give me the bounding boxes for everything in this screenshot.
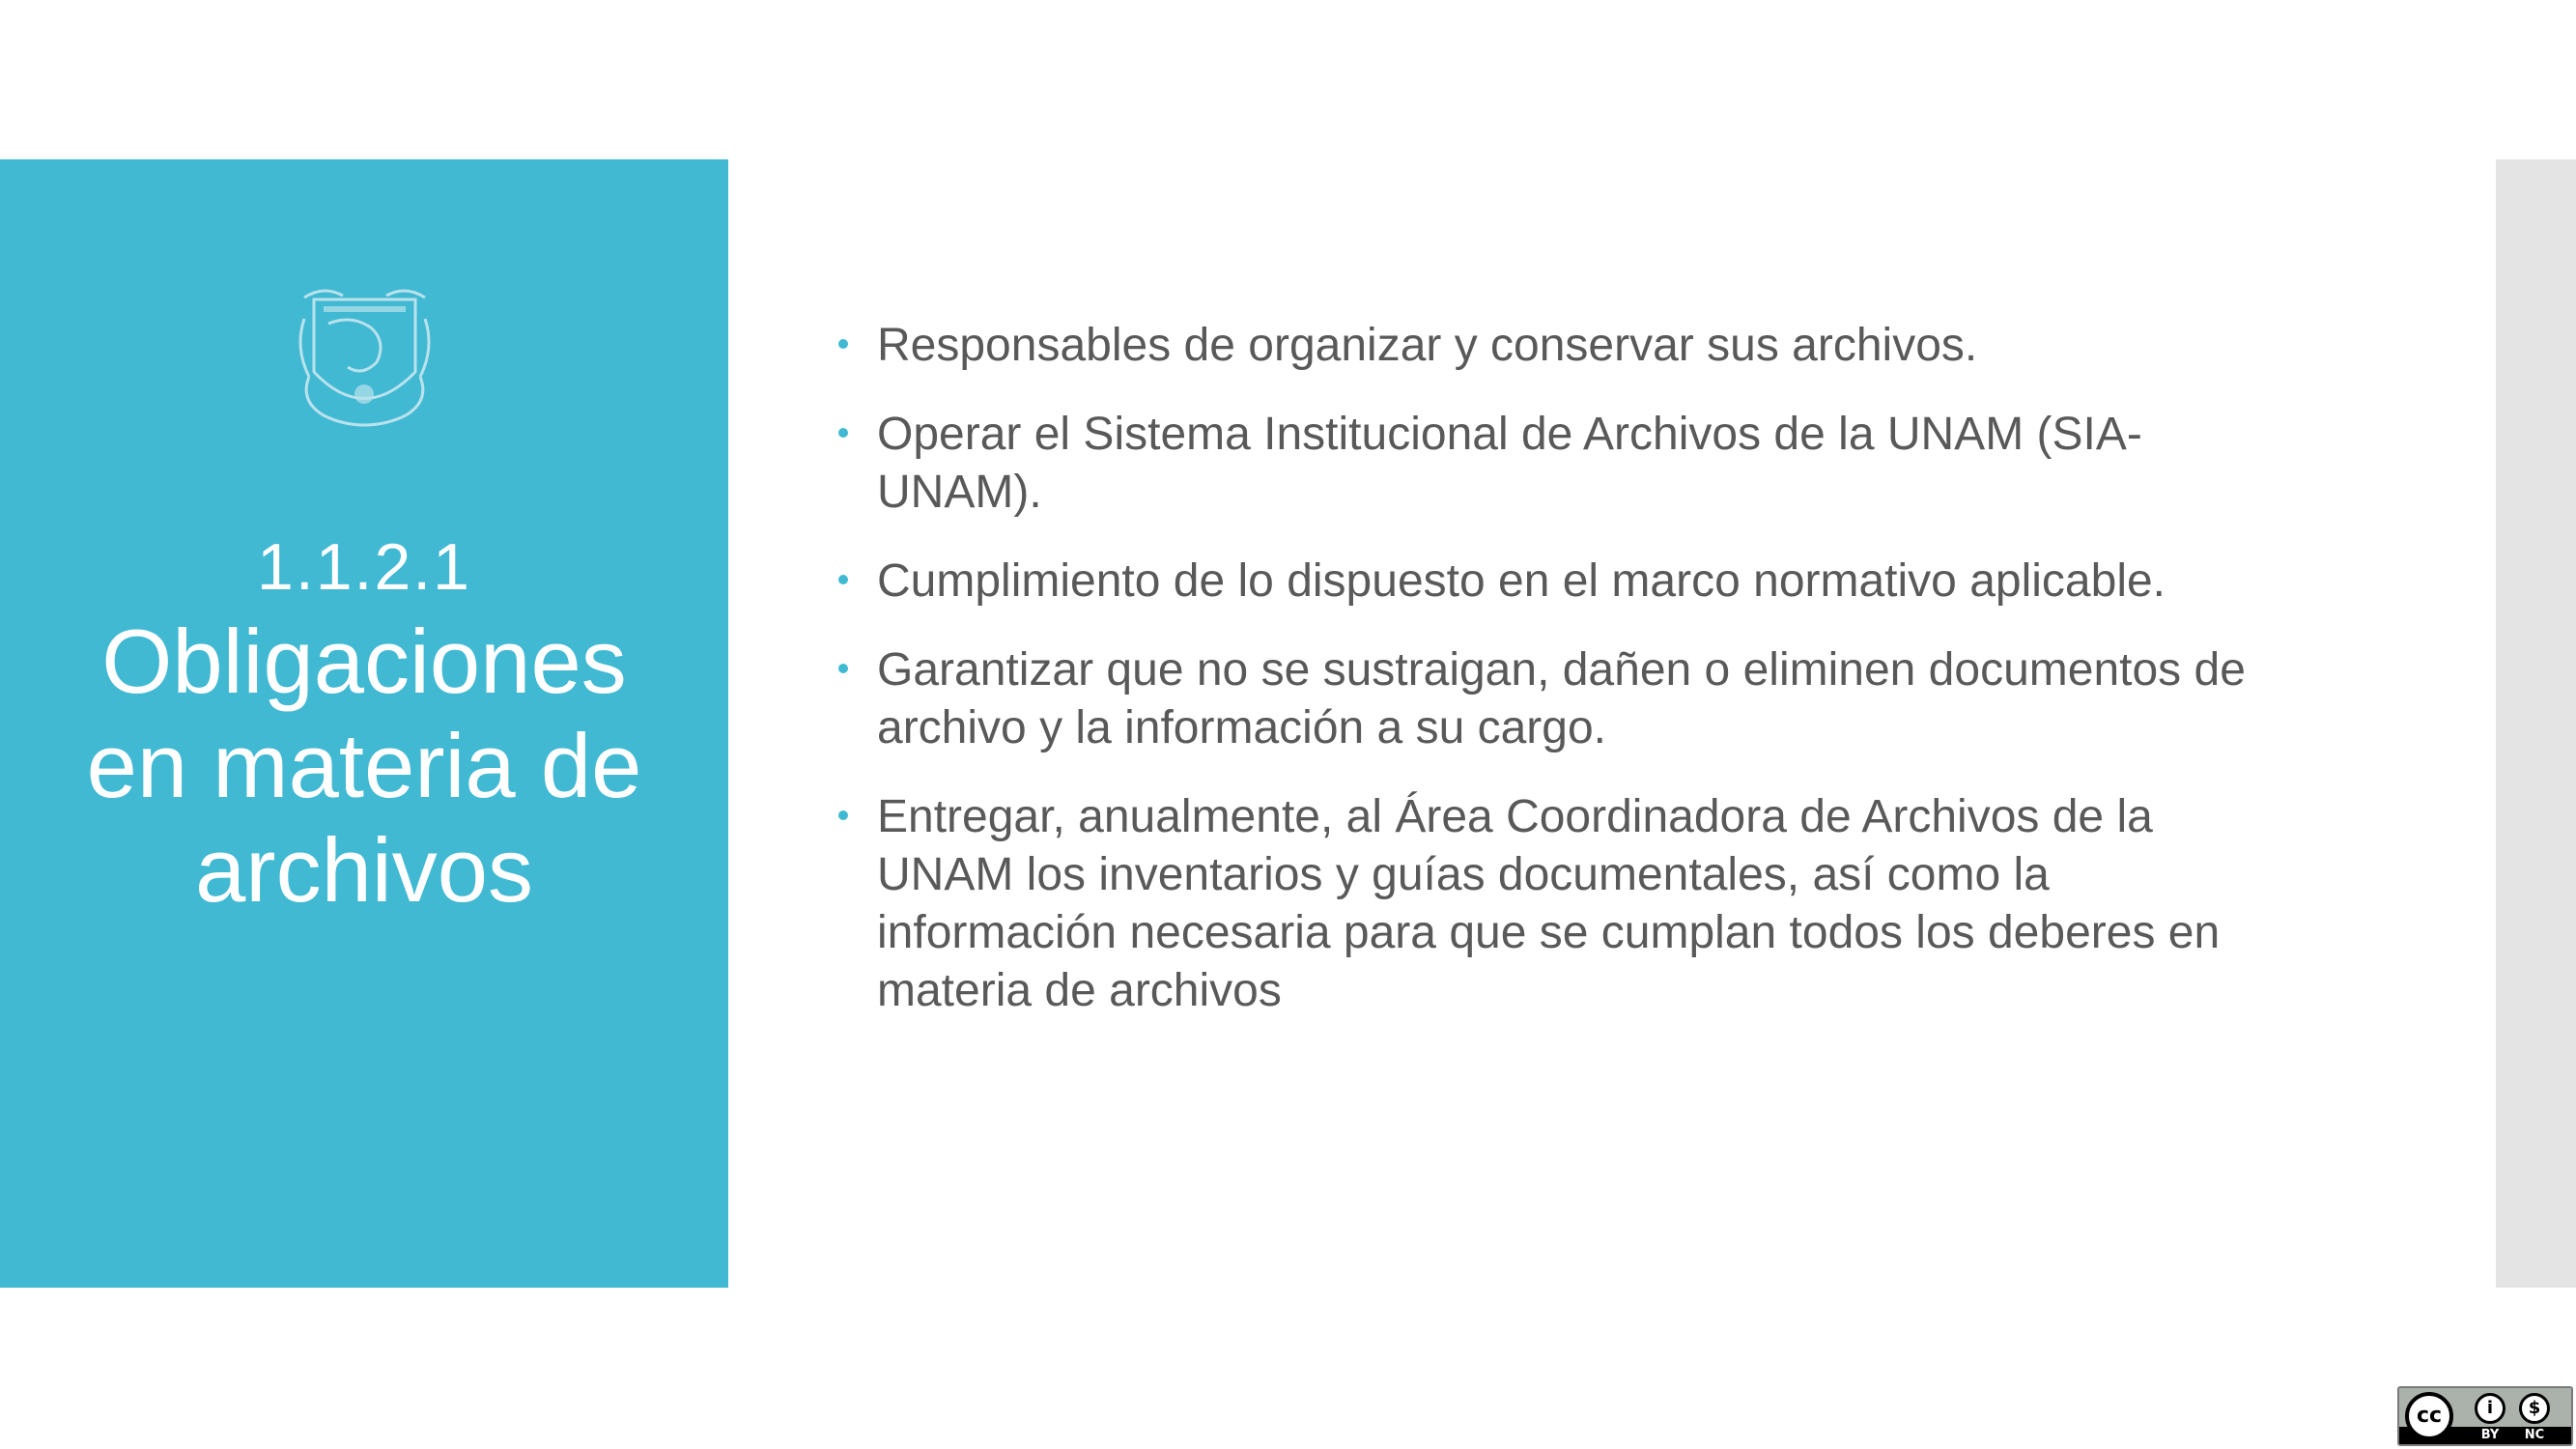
by-label: BY — [2480, 1428, 2500, 1442]
title-panel — [0, 159, 728, 1288]
cc-license-badge[interactable] — [2397, 1386, 2573, 1446]
right-decorative-band — [2496, 159, 2576, 1288]
bullet-dot-icon — [838, 428, 848, 438]
slide-title — [58, 525, 670, 923]
title-line: en materia de — [86, 715, 642, 816]
bullet-line: materia de archivos — [877, 965, 1282, 1016]
bullet-item — [833, 317, 2359, 375]
bullet-line: Garantizar que no se sustraigan, dañen o eliminen documentos de — [877, 644, 2246, 696]
bullet-line: información necesaria para que se cumplan todos los deberes en — [877, 907, 2221, 958]
bullet-dot-icon — [838, 575, 848, 584]
attribution-icon: i — [2475, 1393, 2505, 1424]
noncommercial-icon: $ — [2519, 1393, 2550, 1424]
title-number: 1.1.2.1 — [257, 530, 471, 604]
bullet-item — [833, 406, 2359, 522]
bullet-list — [833, 317, 2359, 1051]
creative-commons-icon: cc — [2405, 1392, 2453, 1440]
bullet-item — [833, 788, 2359, 1020]
bullet-dot-icon — [838, 810, 848, 820]
nc-label: NC — [2524, 1428, 2545, 1442]
bullet-dot-icon — [838, 664, 848, 673]
bullet-item — [833, 641, 2359, 757]
bullet-line: UNAM los inventarios y guías documentales, así como la — [877, 849, 2050, 900]
bullet-line: archivo y la información a su cargo. — [877, 702, 1607, 753]
title-line: Obligaciones — [101, 611, 627, 712]
bullet-item — [833, 553, 2359, 611]
bullet-line: Operar el Sistema Institucional de Archivos de la UNAM (SIA- — [877, 409, 2142, 460]
title-line: archivos — [194, 819, 534, 921]
bullet-line: Cumplimiento de lo dispuesto en el marco normativo aplicable. — [877, 555, 2166, 607]
bullet-line: UNAM). — [877, 467, 1042, 518]
bullet-dot-icon — [838, 339, 848, 349]
bullet-line: Entregar, anualmente, al Área Coordinadora de Archivos de la — [877, 791, 2153, 842]
bullet-line: Responsables de organizar y conservar sus archivos. — [877, 320, 1978, 371]
unam-crest-icon — [295, 280, 435, 430]
